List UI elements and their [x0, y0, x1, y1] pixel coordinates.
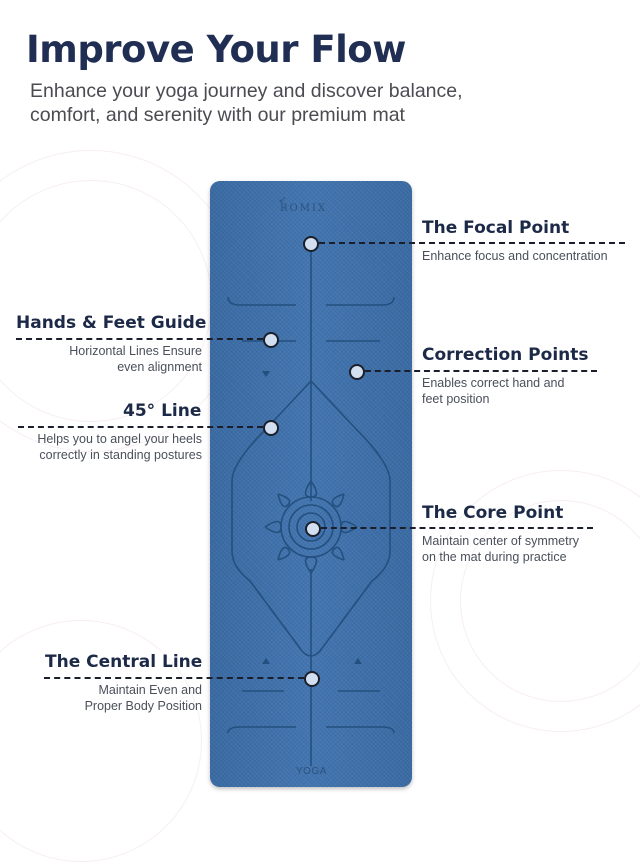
focal-point-connector [319, 242, 625, 244]
core-point-desc-line2: on the mat during practice [422, 550, 567, 564]
brand-logo: ROMIX [280, 203, 328, 214]
hands-feet-desc-line1: Horizontal Lines Ensure [69, 344, 202, 358]
line45-connector [18, 426, 263, 428]
line45-marker [263, 420, 279, 436]
correction-points-title: Correction Points [422, 345, 589, 365]
page-title: Improve Your Flow [26, 28, 406, 71]
guide-line [326, 297, 394, 305]
focal-point-desc: Enhance focus and concentration [422, 249, 608, 263]
correction-point-connector [365, 370, 597, 372]
core-point-connector [321, 527, 593, 529]
guide-line [228, 297, 296, 305]
focal-point-marker [303, 236, 319, 252]
triangle-marker [262, 371, 270, 377]
central-line-marker [304, 671, 320, 687]
triangle-marker [262, 658, 270, 664]
central-line-desc-line1: Maintain Even and [98, 683, 202, 697]
central-line-connector [44, 677, 304, 679]
core-point-marker [305, 521, 321, 537]
line45-desc-line2: correctly in standing postures [39, 448, 202, 462]
page-subtitle: Enhance your yoga journey and discover balance, comfort, and serenity with our premium mat [30, 80, 463, 126]
core-point-title: The Core Point [422, 503, 564, 523]
line45-desc-line1: Helps you to angel your heels [37, 432, 202, 446]
central-line-title: The Central Line [45, 652, 203, 672]
guide-line [228, 727, 296, 733]
mat-footer-text: YOGA [296, 766, 327, 777]
line45-title: 45° Line [123, 401, 202, 421]
yoga-mat [210, 181, 412, 787]
alignment-lines [210, 181, 412, 787]
hands-feet-connector [16, 338, 263, 340]
hands-feet-marker [263, 332, 279, 348]
focal-point-title: The Focal Point [422, 218, 570, 238]
central-line-desc-line2: Proper Body Position [84, 699, 202, 713]
bird-logo-icon: ➶ [278, 195, 287, 206]
correction-points-desc-line2: feet position [422, 392, 490, 406]
core-point-desc-line1: Maintain center of symmetry [422, 534, 579, 548]
correction-point-marker [349, 364, 365, 380]
guide-line [326, 727, 394, 733]
hands-feet-desc-line2: even alignment [117, 360, 202, 374]
triangle-marker [354, 658, 362, 664]
hands-feet-title: Hands & Feet Guide [16, 313, 207, 333]
correction-points-desc-line1: Enables correct hand and [422, 376, 565, 390]
